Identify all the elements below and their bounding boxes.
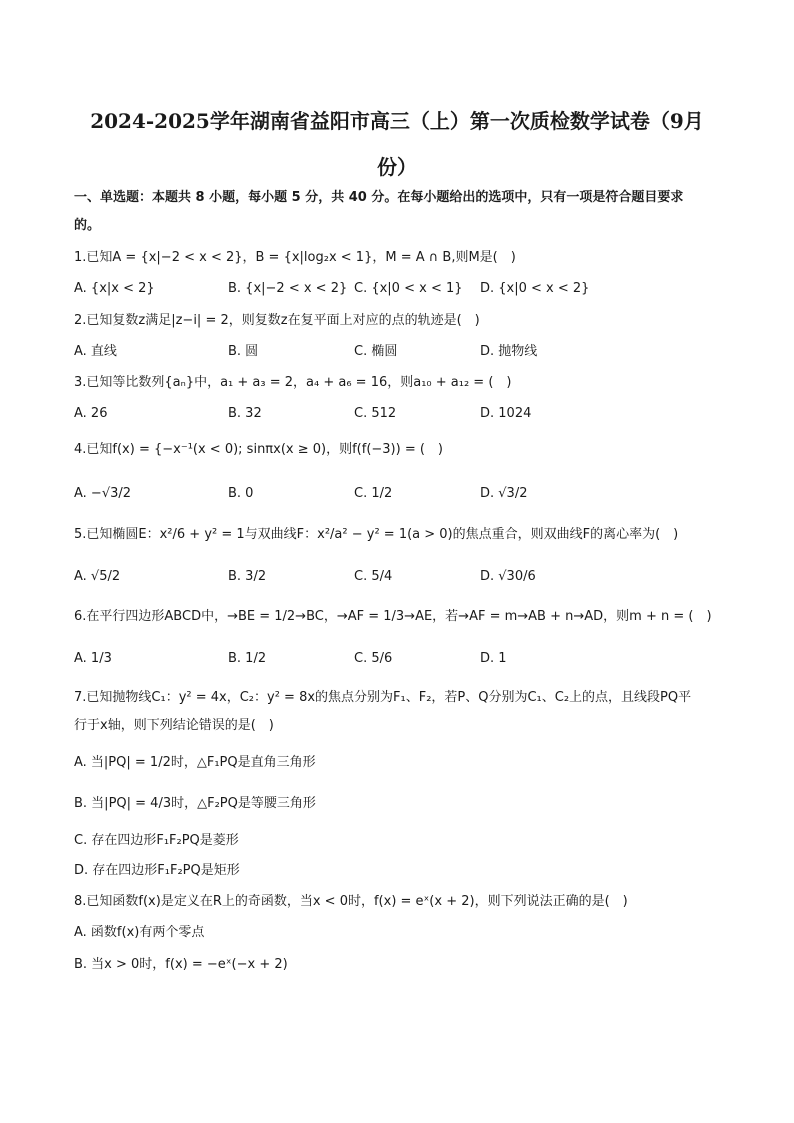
- question-1-option-a[interactable]: A. {x|x < 2}: [74, 281, 155, 296]
- question-8-option-a[interactable]: A. 函数f(x)有两个零点: [74, 925, 205, 940]
- question-8-option-b[interactable]: B. 当x > 0时，f(x) = −eˣ(−x + 2): [74, 957, 288, 972]
- question-5-option-c[interactable]: C. 5/4: [354, 569, 393, 584]
- question-6-option-d[interactable]: D. 1: [480, 651, 507, 666]
- section-heading-line-1: 一、单选题：本题共 8 小题，每小题 5 分，共 40 分。在每小题给出的选项中，只有一项是符合题目要求: [74, 190, 684, 205]
- question-6-option-b[interactable]: B. 1/2: [228, 651, 267, 666]
- question-2-option-b[interactable]: B. 圆: [228, 344, 259, 359]
- question-8-stem: 8.已知函数f(x)是定义在R上的奇函数，当x < 0时，f(x) = eˣ(x + 2)，则下列说法正确的是( ): [74, 894, 628, 909]
- question-1-options: [74, 275, 724, 303]
- question-4-option-d[interactable]: D. √3/2: [480, 486, 528, 501]
- question-4-option-b[interactable]: B. 0: [228, 486, 254, 501]
- question-5-option-d[interactable]: D. √30/6: [480, 569, 536, 584]
- question-6-options: [74, 645, 724, 673]
- question-2-option-d[interactable]: D. 抛物线: [480, 344, 538, 359]
- section-heading-line-2: 的。: [74, 218, 101, 233]
- question-5-option-a[interactable]: A. √5/2: [74, 569, 121, 584]
- question-2-options: [74, 338, 724, 366]
- question-4-stem: 4.已知f(x) = {−x⁻¹(x < 0); sinπx(x ≥ 0)，则f(f(−3)) = ( ): [74, 442, 443, 457]
- title-line-1: 2024-2025学年湖南省益阳市高三（上）第一次质检数学试卷（9月: [90, 109, 704, 133]
- question-2-stem: 2.已知复数z满足|z−i| = 2，则复数z在复平面上对应的点的轨迹是( ): [74, 313, 480, 328]
- question-3-option-a[interactable]: A. 26: [74, 406, 108, 421]
- question-7-option-b[interactable]: B. 当|PQ| = 4/3时，△F₂PQ是等腰三角形: [74, 796, 316, 811]
- question-4-option-c[interactable]: C. 1/2: [354, 486, 393, 501]
- question-1-stem: 1.已知A = {x|−2 < x < 2}，B = {x|log₂x < 1}，M = A ∩ B,则M是( ): [74, 250, 516, 265]
- question-2-option-a[interactable]: A. 直线: [74, 344, 117, 359]
- question-7-stem-line-2: 行于x轴，则下列结论错误的是( ): [74, 718, 274, 733]
- question-6-option-a[interactable]: A. 1/3: [74, 651, 112, 666]
- page-title: [60, 98, 734, 190]
- question-3-option-d[interactable]: D. 1024: [480, 406, 532, 421]
- question-5-option-b[interactable]: B. 3/2: [228, 569, 267, 584]
- question-7-option-a[interactable]: A. 当|PQ| = 1/2时，△F₁PQ是直角三角形: [74, 755, 316, 770]
- question-7-stem-line-1: 7.已知抛物线C₁：y² = 4x，C₂：y² = 8x的焦点分别为F₁、F₂，若P、Q分别为C₁、C₂上的点，且线段PQ平: [74, 690, 692, 705]
- question-4-option-a[interactable]: A. −√3/2: [74, 486, 132, 501]
- question-3-option-c[interactable]: C. 512: [354, 406, 397, 421]
- question-7-option-d[interactable]: D. 存在四边形F₁F₂PQ是矩形: [74, 863, 240, 878]
- question-6-option-c[interactable]: C. 5/6: [354, 651, 393, 666]
- question-5-options: [74, 563, 724, 591]
- question-6-stem: 6.在平行四边形ABCD中，→BE = 1/2→BC，→AF = 1/3→AE，若→AF = m→AB + n→AD，则m + n = ( ): [74, 609, 712, 624]
- question-1-option-b[interactable]: B. {x|−2 < x < 2}: [228, 281, 348, 296]
- question-3-option-b[interactable]: B. 32: [228, 406, 262, 421]
- question-5-stem: 5.已知椭圆E：x²/6 + y² = 1与双曲线F：x²/a² − y² = 1(a > 0)的焦点重合，则双曲线F的离心率为( ): [74, 527, 679, 542]
- section-heading: [74, 184, 724, 240]
- question-3-stem: 3.已知等比数列{aₙ}中，a₁ + a₃ = 2，a₄ + a₆ = 16，则a₁₀ + a₁₂ = ( ): [74, 375, 512, 390]
- question-3-options: [74, 400, 724, 428]
- question-2-option-c[interactable]: C. 椭圆: [354, 344, 398, 359]
- question-1-option-c[interactable]: C. {x|0 < x < 1}: [354, 281, 463, 296]
- title-line-2: 份）: [377, 155, 417, 179]
- question-7-option-c[interactable]: C. 存在四边形F₁F₂PQ是菱形: [74, 833, 239, 848]
- question-1-option-d[interactable]: D. {x|0 < x < 2}: [480, 281, 590, 296]
- question-4-options: [74, 480, 724, 508]
